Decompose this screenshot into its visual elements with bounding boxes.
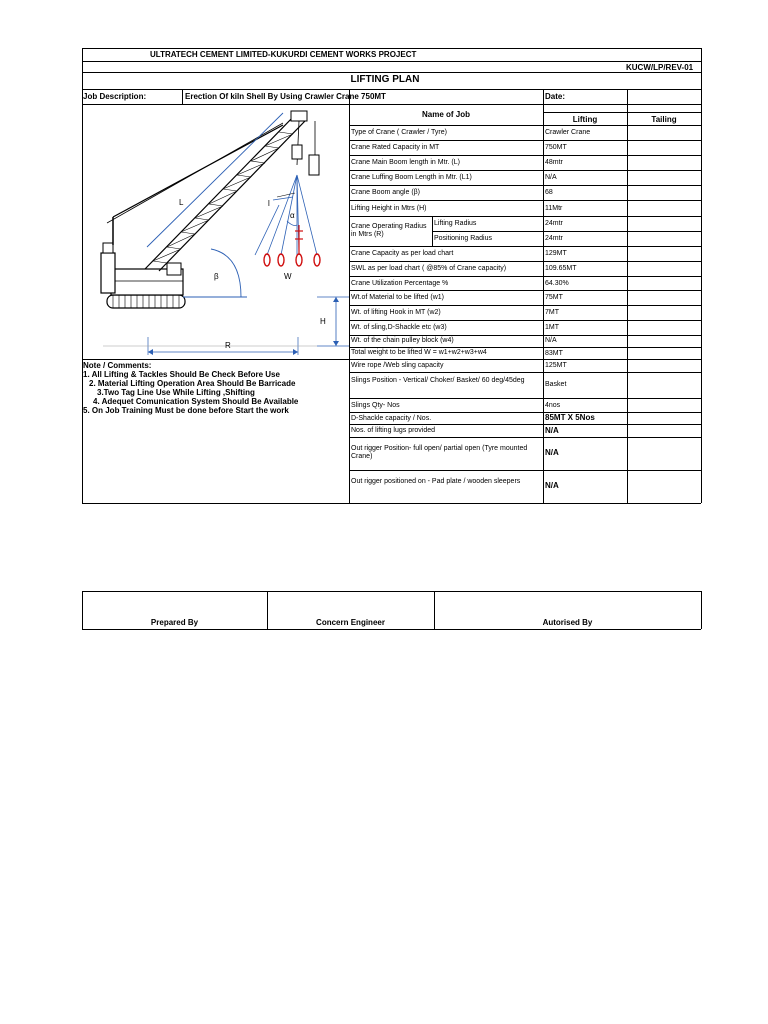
positioning-radius-value: 24mtr bbox=[545, 235, 563, 242]
positioning-radius-label: Positioning Radius bbox=[434, 235, 492, 242]
row-label: Crane Main Boom length in Mtr. (L) bbox=[351, 159, 460, 166]
row-value: 125MT bbox=[545, 362, 567, 369]
radius-label: Crane Operating Radius in Mtrs (R) bbox=[351, 223, 427, 238]
concern-engineer-label: Concern Engineer bbox=[316, 618, 385, 627]
name-of-job-header: Name of Job bbox=[421, 110, 470, 119]
row-value: 109.65MT bbox=[545, 265, 577, 272]
diagram-label-alpha: α bbox=[290, 211, 295, 220]
lifting-radius-value: 24mtr bbox=[545, 220, 563, 227]
row-label: Slings Qty- Nos bbox=[351, 402, 400, 409]
diagram-label-L: L bbox=[179, 198, 184, 207]
row-label: SWL as per load chart ( @85% of Crane capacity) bbox=[351, 265, 507, 272]
row-label: Total weight to be lifted W = w1+w2+w3+w4 bbox=[351, 349, 487, 356]
row-label: Crane Luffing Boom Length in Mtr. (L1) bbox=[351, 174, 472, 181]
row-label: Crane Capacity as per load chart bbox=[351, 250, 454, 257]
row-label: Type of Crane ( Crawler / Tyre) bbox=[351, 129, 447, 136]
row-value: 64.30% bbox=[545, 280, 569, 287]
row-value: N/A bbox=[545, 174, 557, 181]
lifting-lug bbox=[296, 254, 302, 266]
note-item: 1. All Lifting & Tackles Should Be Check Before Use bbox=[83, 370, 280, 379]
row-label: Out rigger Position- full open/ partial open (Tyre mounted Crane) bbox=[351, 445, 528, 460]
row-label: Slings Position - Vertical/ Choker/ Basket/ 60 deg/45deg bbox=[351, 377, 525, 384]
page-title: LIFTING PLAN bbox=[350, 74, 420, 85]
lifting-lug bbox=[278, 254, 284, 266]
row-value: 750MT bbox=[545, 144, 567, 151]
diagram-label-l: l bbox=[268, 199, 270, 208]
prepared-by-label: Prepared By bbox=[150, 618, 199, 627]
row-value: 11Mtr bbox=[545, 205, 563, 212]
row-value: 85MT X 5Nos bbox=[545, 413, 595, 422]
diagram-label-R: R bbox=[225, 341, 231, 350]
row-label: Nos. of lifting lugs provided bbox=[351, 427, 436, 434]
row-value: 7MT bbox=[545, 309, 559, 316]
note-item: 3.Two Tag Line Use While Lifting ,Shifting bbox=[97, 388, 255, 397]
job-description-value: Erection Of kiln Shell By Using Crawler Crane 750MT bbox=[185, 92, 386, 101]
row-value: 129MT bbox=[545, 250, 567, 257]
row-label: Crane Boom angle (β) bbox=[351, 189, 421, 196]
crawler-track bbox=[107, 295, 185, 308]
notes-title: Note / Comments: bbox=[83, 361, 152, 370]
row-value: 75MT bbox=[545, 294, 563, 301]
tailing-column-header: Tailing bbox=[651, 115, 677, 124]
note-item: 5. On Job Training Must be done before Start the work bbox=[83, 406, 289, 415]
row-value: Basket bbox=[545, 381, 567, 388]
row-value: N/A bbox=[545, 426, 559, 435]
row-value: 68 bbox=[545, 189, 553, 196]
diagram-label-W: W bbox=[284, 272, 292, 281]
row-value: N/A bbox=[545, 448, 559, 457]
row-label: Lifting Height in Mtrs (H) bbox=[351, 205, 427, 212]
diagram-label-H: H bbox=[320, 317, 326, 326]
notes-section bbox=[83, 361, 348, 415]
authorised-by-label: Autorised By bbox=[542, 618, 593, 627]
row-label: Wt. of the chain pulley block (w4) bbox=[351, 337, 454, 344]
row-label: Crane Rated Capacity in MT bbox=[351, 144, 440, 151]
note-item: 4. Adequet Comunication System Should Be Available bbox=[93, 397, 299, 406]
main-boom-length-line bbox=[147, 113, 283, 247]
lifting-lug bbox=[314, 254, 320, 266]
row-label: D-Shackle capacity / Nos. bbox=[351, 415, 432, 422]
row-value: 4nos bbox=[545, 402, 561, 409]
row-label: Wt. of lifting Hook in MT (w2) bbox=[351, 309, 441, 316]
job-description-label: Job Description: bbox=[83, 92, 147, 101]
company-title: ULTRATECH CEMENT LIMITED-KUKURDI CEMENT WORKS PROJECT bbox=[150, 50, 417, 59]
row-label: Wt. of sling,D-Shackle etc (w3) bbox=[351, 324, 447, 331]
lifting-radius-label: Lifting Radius bbox=[434, 220, 477, 227]
document-reference: KUCW/LP/REV-01 bbox=[626, 63, 694, 72]
row-label: Crane Utilization Percentage % bbox=[351, 280, 449, 287]
lifting-lug bbox=[264, 254, 270, 266]
date-label: Date: bbox=[545, 92, 566, 101]
row-label: Wt.of Material to be lifted (w1) bbox=[351, 294, 444, 301]
row-value: 48mtr bbox=[545, 159, 563, 166]
row-value: 1MT bbox=[545, 324, 559, 331]
row-value: 83MT bbox=[545, 350, 563, 357]
note-item: 2. Material Lifting Operation Area Should Be Barricade bbox=[89, 379, 296, 388]
hook-block bbox=[309, 155, 319, 175]
crane-diagram bbox=[83, 105, 349, 359]
diagram-label-beta: β bbox=[214, 272, 219, 281]
row-label: Out rigger positioned on - Pad plate / wooden sleepers bbox=[351, 478, 521, 485]
row-value: N/A bbox=[545, 337, 557, 344]
row-label: Wire rope /Web sling capacity bbox=[351, 362, 444, 369]
row-value: N/A bbox=[545, 481, 559, 490]
lifting-column-header: Lifting bbox=[572, 115, 598, 124]
row-value: Crawler Crane bbox=[545, 129, 591, 136]
